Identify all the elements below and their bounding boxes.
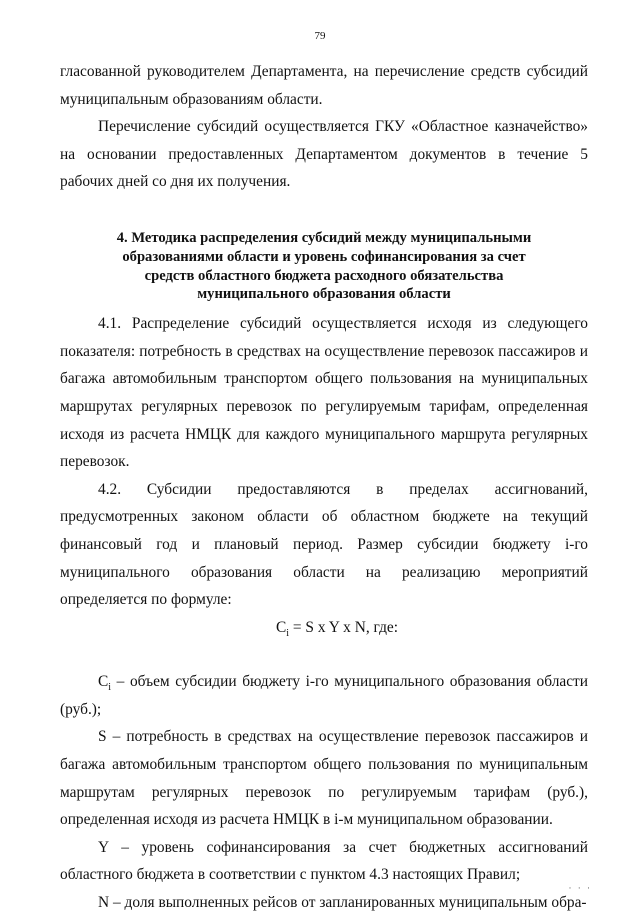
definition-y (60, 834, 588, 889)
section-heading-line: муниципального образования области (197, 286, 451, 303)
definition-symbol: C (98, 673, 109, 691)
definition-symbol: N (98, 894, 110, 912)
section-heading-line: средств областного бюджета расходного обязательства (144, 267, 504, 284)
formula-lhs: C (275, 618, 287, 636)
page-number: 79 (314, 30, 326, 42)
paragraph-4-1: 4.1. Распределение субсидий осуществляется исходя из следующего показателя: потребность в средствах на осуществление перевозок пассажиров и багажа автомобильным транспортом общего пользования на муниципальных маршрутах регулярных перевозок по регулируемым тарифам, определенная исходя из расчета НМЦК для каждого муниципального маршрута регулярных перевозок. (60, 315, 588, 471)
definition-s (60, 723, 588, 833)
definition-text: – потребность в средствах на осуществление перевозок пассажиров и багажа автомобильным транспортом общего пользования по муниципальным маршрутам регулярных перевозок по регулируемым тарифам (руб.), определенная исходя из расчета НМЦК в i-м муниципальном образовании. (60, 728, 588, 829)
paragraph-transfer-subsidies: Перечисление субсидий осуществляется ГКУ «Областное казначейство» на основании предоставленных Департаментом документов в течение 5 рабочих дней со дня их получения. (60, 118, 588, 191)
formula (60, 614, 588, 642)
definition-n (60, 889, 588, 917)
paragraph-continuation: гласованной руководителем Департамента, на перечисление средств субсидий муниципальным образованиям области. (60, 63, 588, 108)
document-body (60, 58, 588, 917)
definition-ci (60, 668, 588, 723)
definition-text: – объем субсидии бюджету i-го муниципального образования области (руб.); (60, 673, 588, 718)
definition-text: – уровень софинансирования за счет бюджетных ассигнований областного бюджета в соответствии с пунктом 4.3 настоящих Правил; (60, 838, 588, 884)
footer-mark: · · · (568, 883, 592, 893)
definition-symbol: S (98, 728, 107, 746)
formula-lhs-subscript: i (286, 627, 290, 639)
formula-rhs: = S x Y x N, где: (289, 618, 399, 636)
section-heading-line: образованиями области и уровень софинансирования за счет (122, 248, 526, 265)
section-heading (60, 229, 588, 304)
definition-symbol-subscript: i (108, 682, 112, 694)
paragraph-4-2: 4.2. Субсидии предоставляются в пределах ассигнований, предусмотренных законом области об областном бюджете на текущий финансовый год и плановый период. Размер субсидии бюджету i-го муниципального образования области на реализацию мероприятий определяется по формуле: (60, 480, 588, 609)
spacer (60, 641, 588, 668)
definition-symbol: Y (98, 838, 109, 856)
section-heading-line: 4. Методика распределения субсидий между муниципальными (116, 229, 532, 246)
definition-text: – доля выполненных рейсов от запланированных муниципальным обра- (109, 894, 587, 912)
